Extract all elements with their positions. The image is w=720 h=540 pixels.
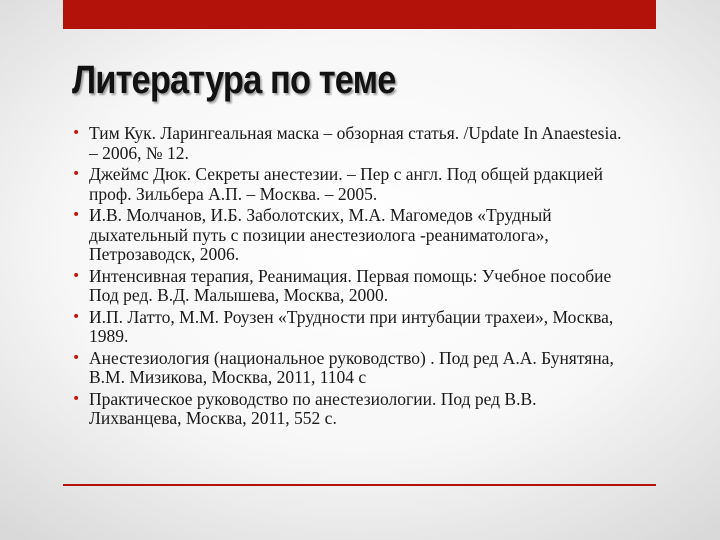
reference-item — [72, 308, 632, 347]
bullet-dot-icon: • — [72, 207, 81, 223]
bullet-dot-icon: • — [72, 308, 81, 325]
bullet-dot-icon: • — [72, 349, 81, 366]
reference-text: Тим Кук. Ларингеальная маска – обзорная статья. /Update In Anaestesia. – 2006, № 12. — [89, 123, 622, 163]
top-accent-bar — [63, 0, 656, 29]
reference-list — [72, 124, 632, 431]
bullet-dot-icon: • — [72, 166, 81, 182]
reference-item — [72, 349, 632, 388]
reference-text: Практическое руководство по анестезиологии. Под ред В.В. Лихванцева, Москва, 2011, 552 с. — [89, 388, 537, 428]
reference-text: Анестезиология (национальное руководство) . Под ред А.А. Бунятяна, В.М. Мизикова, Москва, 2011, 1104 с — [89, 347, 614, 387]
reference-item — [72, 165, 632, 204]
reference-text: Джеймс Дюк. Секреты анестезии. – Пер с англ. Под общей рдакцией проф. Зильбера А.П. – Москва. – 2005. — [89, 164, 604, 204]
slide-title: Литература по теме — [72, 58, 396, 102]
reference-item — [72, 390, 632, 429]
reference-item — [72, 206, 632, 265]
bottom-divider — [63, 484, 656, 486]
reference-text: И.П. Латто, М.М. Роузен «Трудности при интубации трахеи», Москва, 1989. — [89, 306, 614, 346]
reference-text: Интенсивная терапия, Реанимация. Первая помощь: Учебное пособие Под ред. В.Д. Малышева, Москва, 2000. — [89, 265, 612, 305]
reference-item — [72, 267, 632, 306]
bullet-dot-icon: • — [72, 390, 81, 407]
bullet-dot-icon: • — [72, 125, 81, 141]
reference-text: И.В. Молчанов, И.Б. Заболотских, М.А. Магомедов «Трудный дыхательный путь с позиции анестезиолога -реаниматолога», Петрозаводск, 2006. — [89, 205, 552, 264]
reference-item — [72, 124, 632, 163]
bullet-dot-icon: • — [72, 267, 81, 284]
